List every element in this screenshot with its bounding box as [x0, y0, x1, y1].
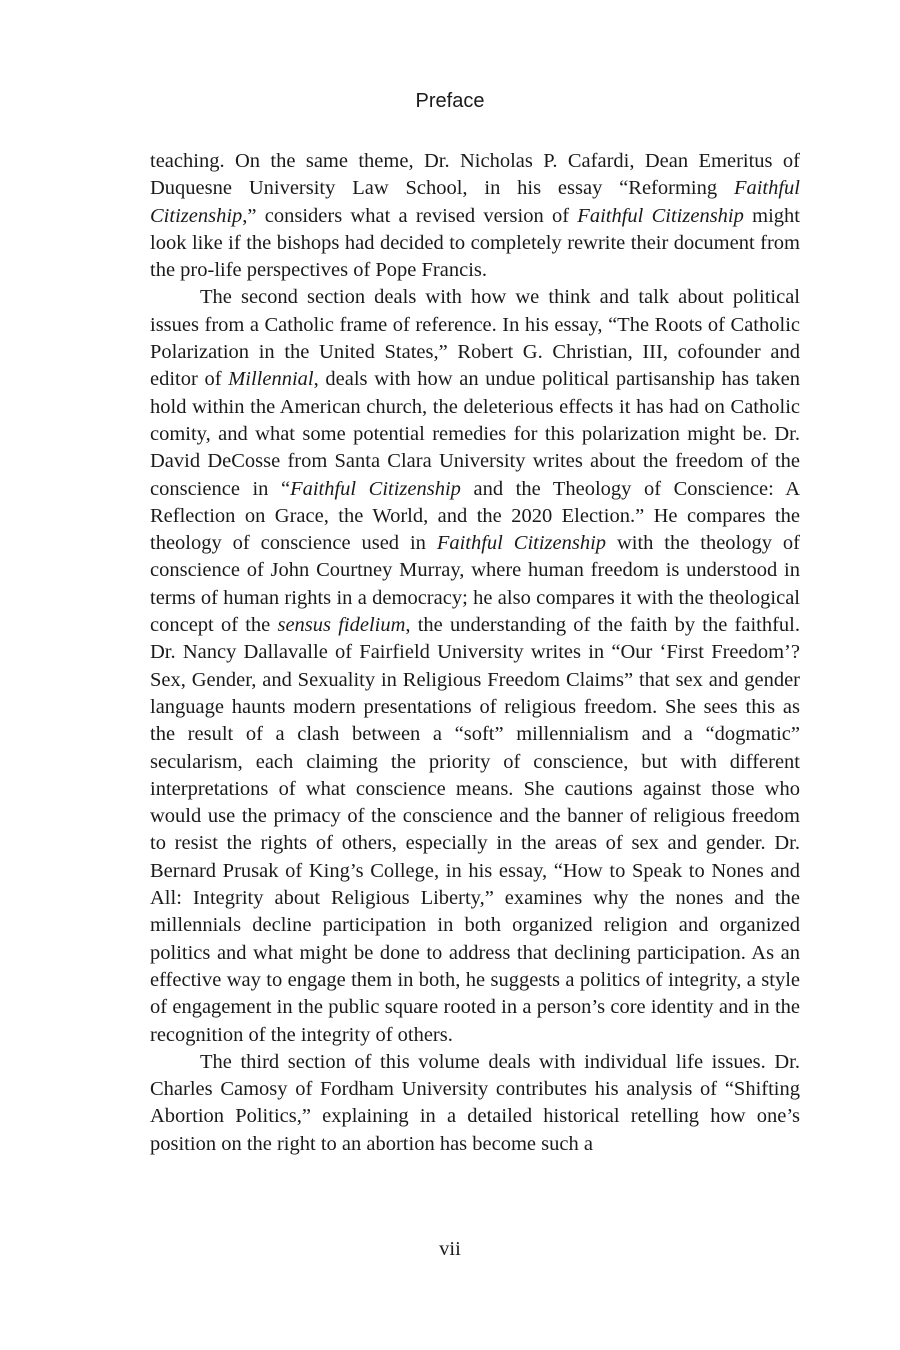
paragraph-2 [150, 284, 800, 1048]
italic-title-run: Faithful Citizenship [290, 477, 461, 500]
text-run: with the theology of conscience of John Courtney Murray, where human freedom is understood in terms of human rights in a democracy; he also compares it with the theological concept of the [150, 532, 800, 637]
text-run: The third section of this volume deals with individual life issues. Dr. Charles Camosy of Fordham University contributes his analysis of “Shifting Abortion Politics,” explaining in a detailed historical retelling how one’s position on the right to an abortion has become such a [150, 1050, 800, 1155]
text-run: ,” considers what a revised version of [242, 204, 578, 227]
text-run: and the Theology of Conscience: A Reflection on Grace, the World, and the 2020 Election.” He compares the theology of conscience used in [150, 477, 800, 555]
text-run: might look like if the bishops had decided to completely rewrite their document from the pro-life perspectives of Pope Francis. [150, 204, 800, 282]
text-run: teaching. On the same theme, Dr. Nicholas P. Cafardi, Dean Emeritus of Duquesne University Law School, in his essay “Reforming [150, 150, 800, 200]
text-run: , deals with how an undue political partisanship has taken hold within the American church, the deleterious effects it has had on Catholic comity, and what some potential remedies for this polarization might be. Dr. David DeCosse from Santa Clara University writes about the freedom of the conscience in “ [150, 368, 800, 500]
italic-title-run: Faithful Citizenship [436, 532, 607, 555]
italic-title-run: Faithful Citizenship [577, 204, 744, 227]
italic-title-run: Millennial [228, 368, 314, 391]
running-head: Preface [415, 90, 485, 112]
body-text [150, 148, 800, 1158]
page-number: vii [439, 1238, 461, 1260]
italic-title-run: sensus fidelium [277, 614, 406, 637]
text-run: , the understanding of the faith by the faithful. Dr. Nancy Dallavalle of Fairfield University writes in “Our ‘First Freedom’? Sex, Gender, and Sexuality in Religious Freedom Claims” that sex and gender language haunts modern presentations of religious freedom. She sees this as the result of a clash between a “soft” millennialism and a “dogmatic” secularism, each claiming the priority of conscience, but with different interpretations of what conscience means. She cautions against those who would use the primacy of the conscience and the banner of religious freedom to resist the rights of others, especially in the areas of sex and gender. Dr. Bernard Prusak of King’s College, in his essay, “How to Speak to Nones and All: Integrity about Religious Liberty,” examines why the nones and the millennials decline participation in both organized religion and organized politics and what might be done to address that declining participation. As an effective way to engage them in both, he suggests a politics of integrity, a style of engagement in the public square rooted in a person’s core identity and in the recognition of the integrity of others. [150, 614, 800, 1046]
text-run: The second section deals with how we think and talk about political issues from a Catholic frame of reference. In his essay, “The Roots of Catholic Polarization in the United States,” Robert G. Christian, III, cofounder and editor of [150, 286, 800, 391]
italic-title-run: Faithful Citizenship [150, 177, 800, 227]
paragraph-3 [150, 1049, 800, 1158]
paragraph-1 [150, 148, 800, 284]
